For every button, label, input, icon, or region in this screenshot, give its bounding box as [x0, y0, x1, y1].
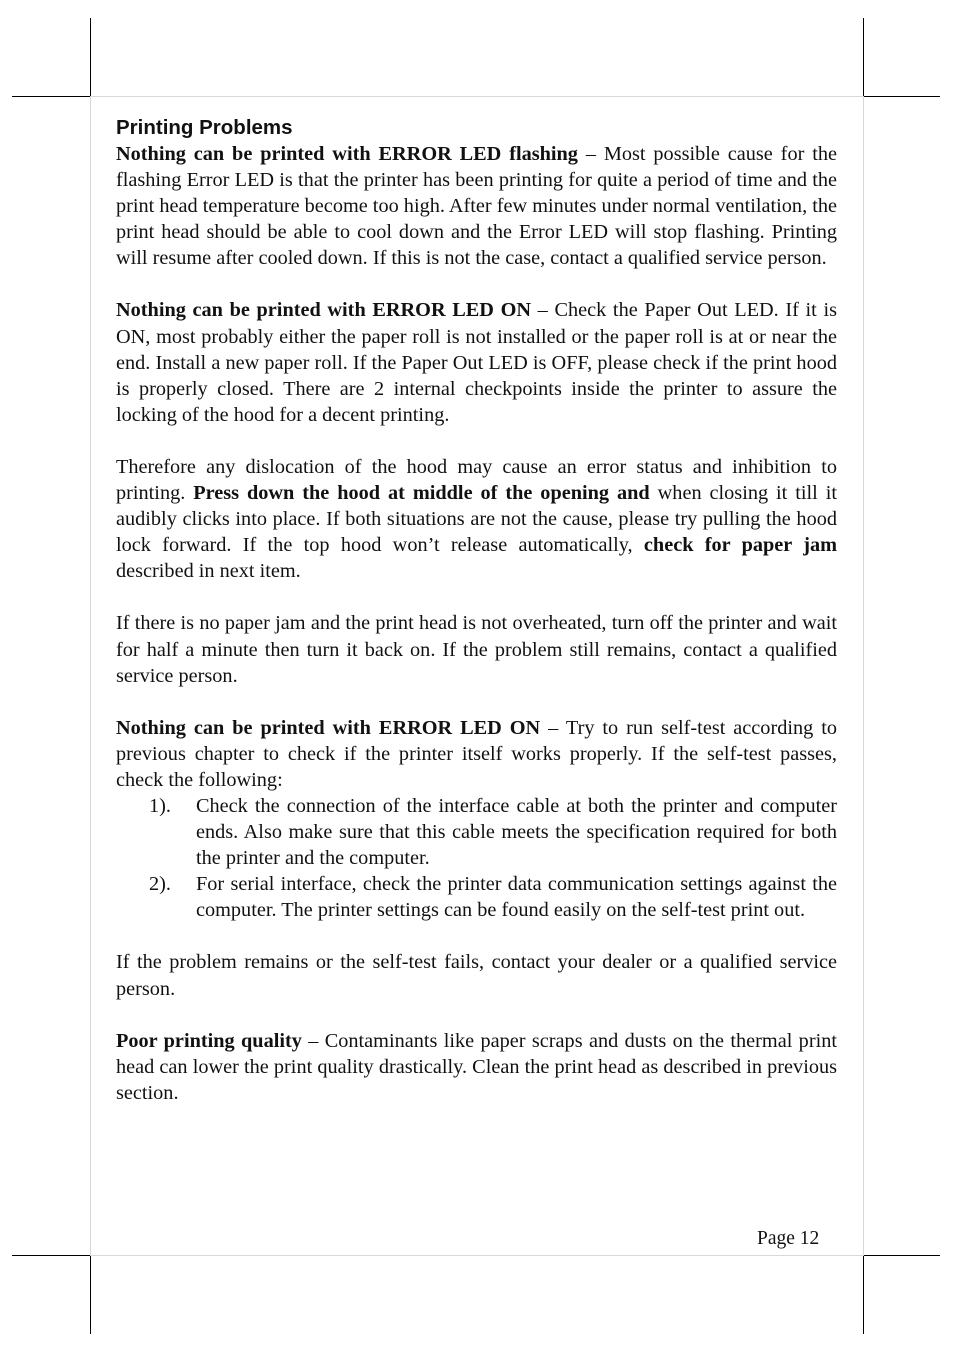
paragraph-lead: Nothing can be printed with ERROR LED ON: [116, 716, 541, 739]
paragraph-hood-dislocation: Therefore any dislocation of the hood may cause an error status and inhibition to printing. Press down the hood at middle of the opening and when closing it till it audibly clicks into place. If both situations are not the cause, please try pulling the hood lock forward. If the top hood won’t release automatically, check for paper jam described in next item.: [116, 455, 837, 583]
crop-mark: [863, 18, 864, 96]
crop-mark: [863, 1256, 864, 1334]
page-number: Page 12: [757, 1228, 820, 1249]
checklist: [116, 793, 837, 923]
paragraph-lead: Nothing can be printed with ERROR LED ON: [116, 299, 532, 322]
paragraph-self-test: Nothing can be printed with ERROR LED ON – Try to run self-test according to previous chapter to check if the printer itself works properly. If the self-test passes, check the following:: [116, 716, 837, 791]
list-item: 1). Check the connection of the interface cable at both the printer and computer ends. Also make sure that this cable meets the specification required for both the printer and the computer.: [149, 794, 837, 870]
page-content: [116, 115, 837, 1106]
paragraph-lead: Poor printing quality: [116, 1029, 302, 1052]
paragraph-restart-printer: If there is no paper jam and the print head is not overheated, turn off the printer and wait for half a minute then turn it back on. If the problem still remains, contact a qualified service person.: [116, 612, 837, 687]
list-item: 2). For serial interface, check the printer data communication settings against the computer. The printer settings can be found easily on the self-test print out.: [149, 873, 837, 922]
crop-mark: [90, 1256, 91, 1334]
paragraph-error-led-on: Nothing can be printed with ERROR LED ON – Check the Paper Out LED. If it is ON, most probably either the paper roll is not installed or the paper roll is at or near the end. Install a new paper roll. If the Paper Out LED is OFF, please check if the print hood is properly closed. There are 2 internal checkpoints inside the printer to assure the locking of the hood for a decent printing.: [116, 299, 837, 426]
paragraph-contact-dealer: If the problem remains or the self-test fails, contact your dealer or a qualified service person.: [116, 951, 837, 1000]
crop-mark: [12, 1255, 90, 1256]
crop-mark: [12, 96, 90, 97]
page-frame: [90, 96, 91, 1256]
page-frame: [90, 1255, 864, 1256]
list-number: 2).: [149, 873, 171, 896]
crop-mark: [864, 96, 940, 97]
paragraph-lead: Nothing can be printed with ERROR LED flashing: [116, 143, 578, 165]
section-heading: Printing Problems: [116, 116, 293, 139]
paragraph-poor-quality: Poor printing quality – Contaminants like paper scraps and dusts on the thermal print head can lower the print quality drastically. Clean the print head as described in previous section.: [116, 1029, 837, 1104]
paragraph-error-led-flashing: Nothing can be printed with ERROR LED flashing – Most possible cause for the flashing Error LED is that the printer has been printing for quite a period of time and the print head temperature become too high. After few minutes under normal ventilation, the print head should be able to cool down and the Error LED will stop flashing. Printing will resume after cooled down. If this is not the case, contact a qualified service person.: [116, 143, 837, 270]
crop-mark: [90, 18, 91, 96]
page-frame: [863, 96, 864, 1256]
page-frame: [90, 96, 864, 97]
crop-mark: [864, 1255, 940, 1256]
list-number: 1).: [149, 794, 171, 817]
